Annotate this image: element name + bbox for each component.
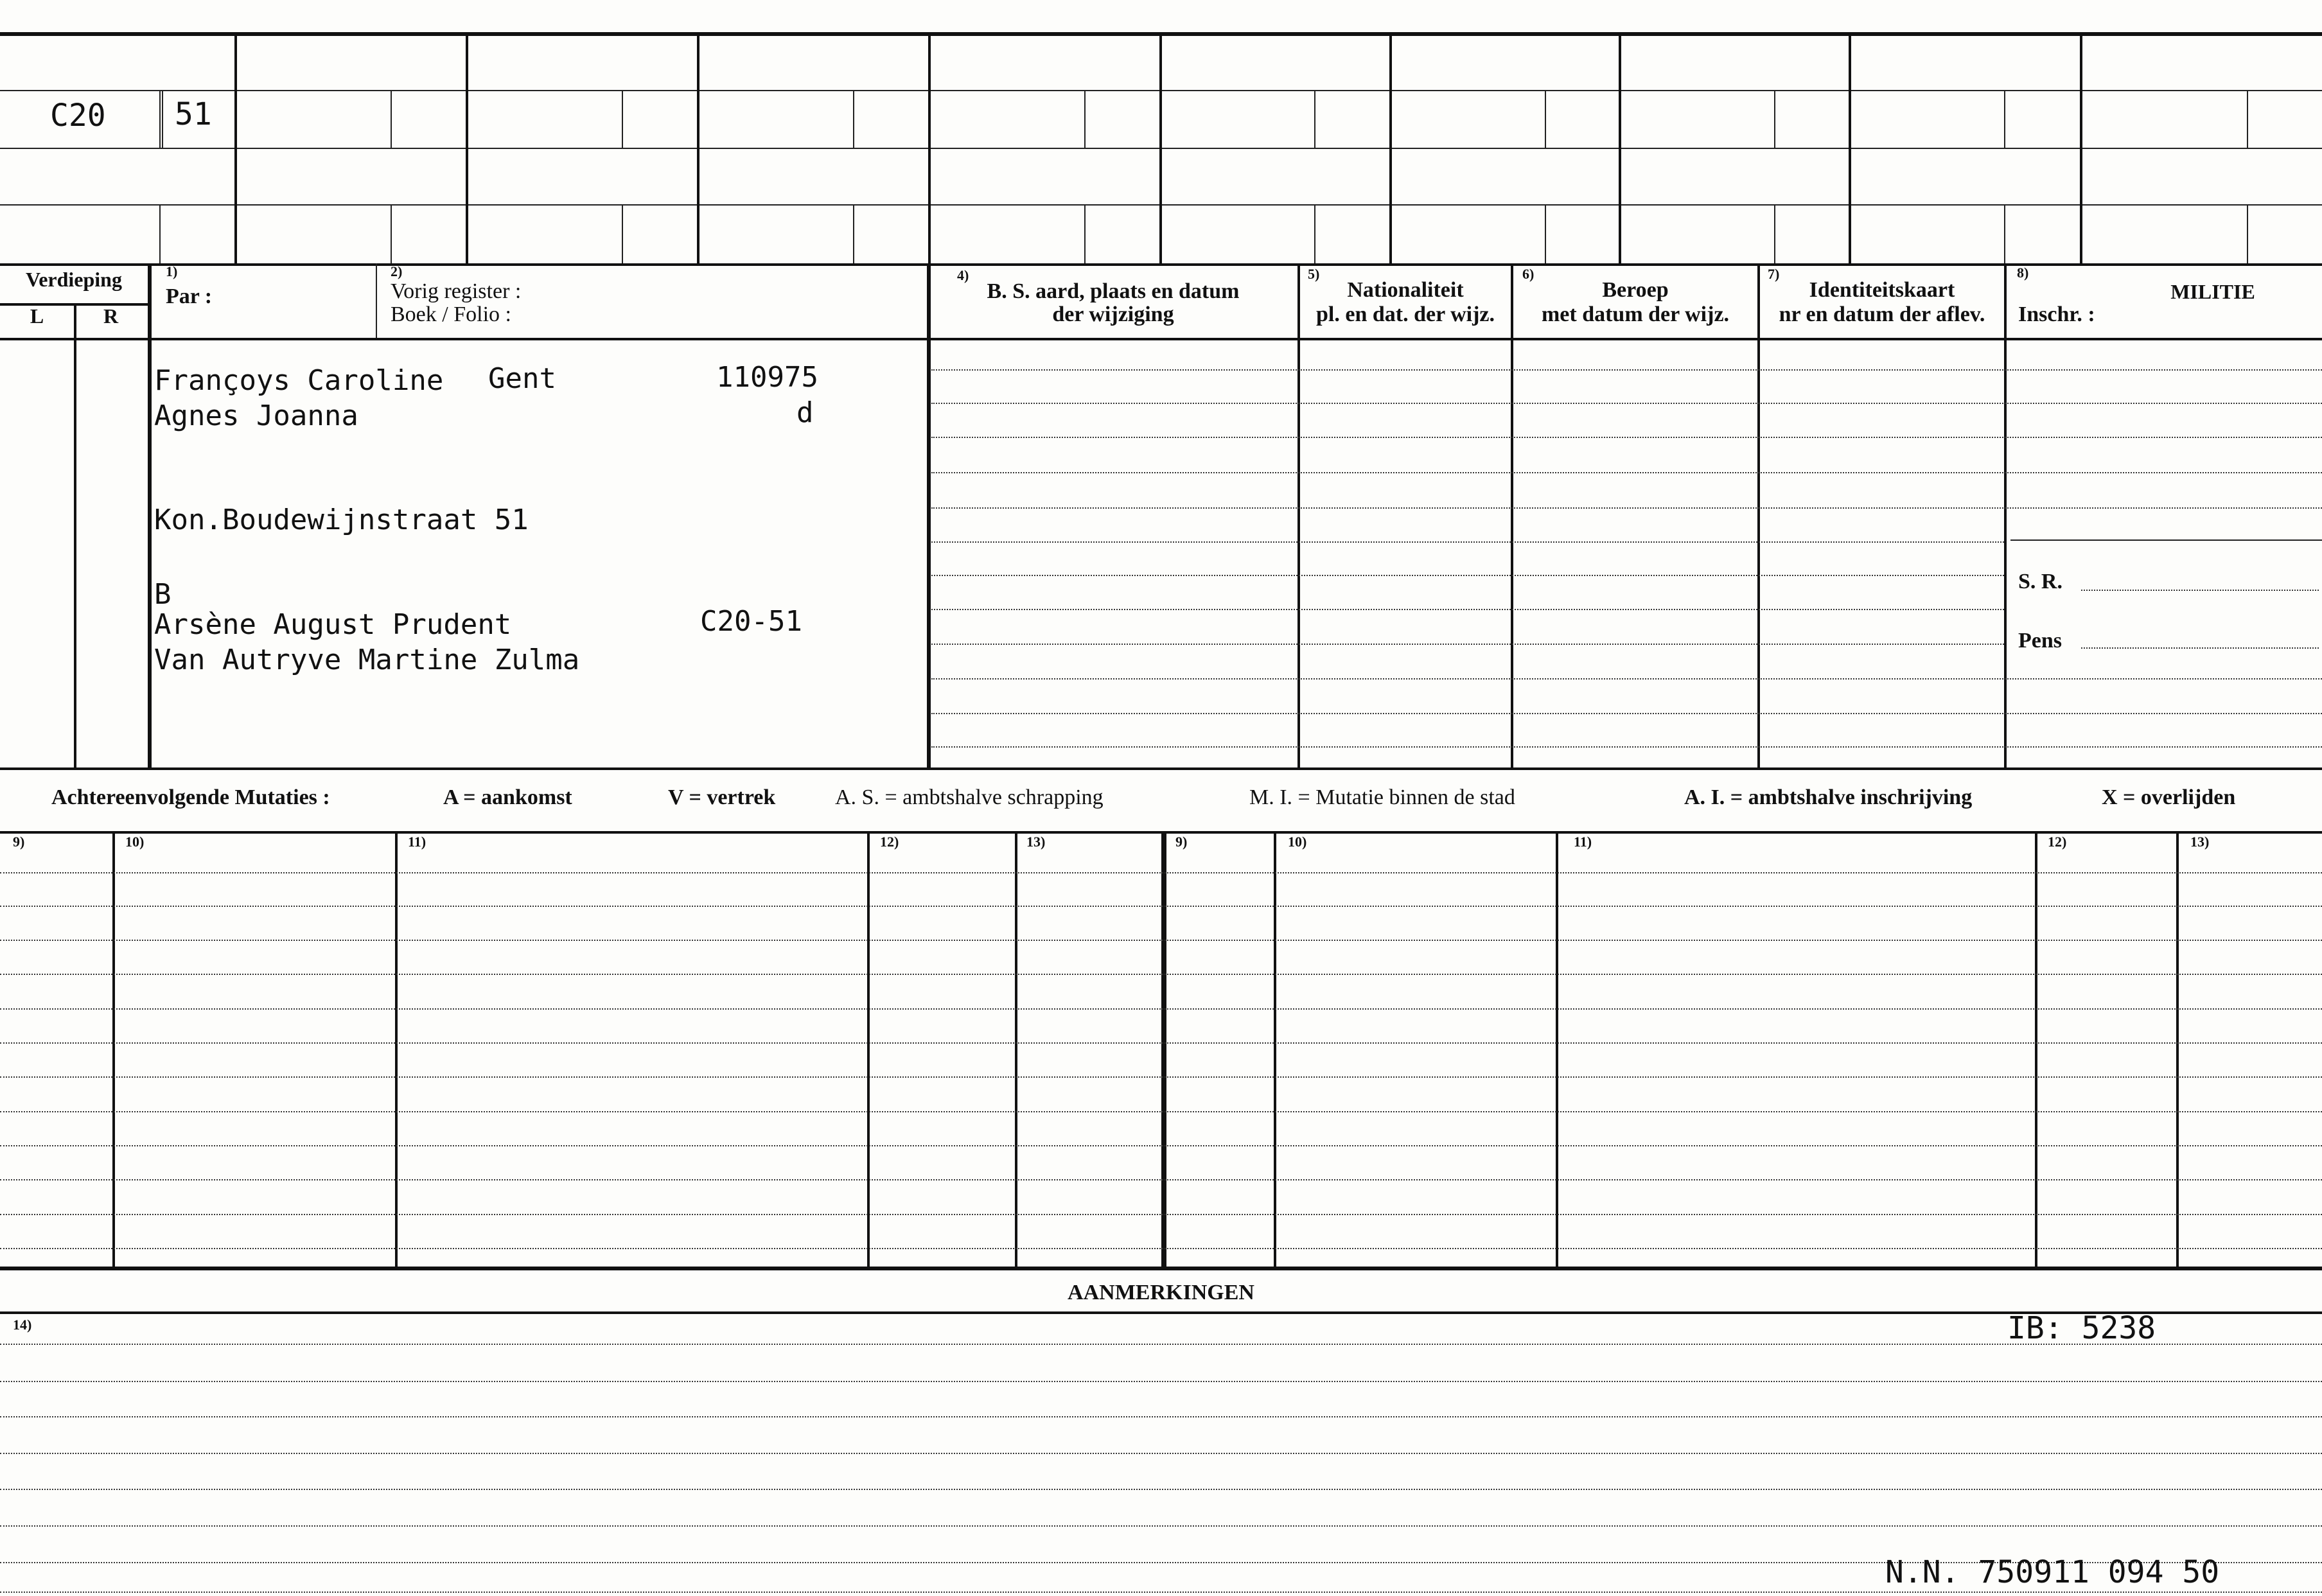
col-line — [2004, 263, 2007, 769]
grid-sub — [391, 90, 392, 148]
mut-row — [0, 1111, 2322, 1112]
mut-col-label: 13) — [1026, 834, 1046, 850]
sr-label: S. R. — [2018, 570, 2063, 593]
reference: C20-51 — [700, 605, 802, 638]
row-line — [2010, 539, 2322, 541]
mut-row — [0, 940, 2322, 941]
nationaliteit-label-2: pl. en dat. der wijz. — [1316, 303, 1495, 326]
grid-sub — [159, 90, 161, 148]
mut-col — [395, 831, 398, 1268]
upper-block-bottom — [0, 767, 2322, 770]
mut-col-label: 13) — [2190, 834, 2210, 850]
mut-col-label: 12) — [880, 834, 899, 850]
grid-sub — [1774, 204, 1775, 263]
grid-sub — [2247, 204, 2248, 263]
mut-col-label: 10) — [1288, 834, 1307, 850]
pens-label: Pens — [2018, 629, 2062, 653]
row-line — [931, 437, 2322, 438]
pens-line — [2081, 647, 2319, 649]
col-line — [1297, 263, 1300, 769]
mut-row — [0, 1214, 2322, 1215]
sr-line — [2081, 590, 2319, 591]
mutations-label: Achtereenvolgende Mutaties : — [51, 785, 330, 809]
mut-col — [112, 831, 115, 1268]
mut-row — [0, 974, 2322, 975]
birth-date: 110975 — [716, 361, 818, 394]
col-R-label: R — [103, 304, 119, 328]
remark-line — [0, 1344, 2322, 1345]
mut-col-label: 11) — [1574, 834, 1592, 850]
row-line — [931, 713, 2322, 714]
col8-num: 8) — [2017, 265, 2029, 281]
top-code-divider — [162, 90, 163, 148]
remarks-num: 14) — [13, 1317, 32, 1333]
parent-2: Van Autryve Martine Zulma — [154, 644, 580, 676]
row-line — [931, 369, 2322, 371]
mut-col — [1556, 831, 1558, 1268]
grid-sub — [1545, 90, 1546, 148]
legend-a: A = aankomst — [443, 785, 572, 809]
mut-col-label: 11) — [408, 834, 427, 850]
grid-sub — [853, 204, 854, 263]
bs-label-2: der wijziging — [1052, 303, 1174, 326]
mut-col-label: 9) — [13, 834, 25, 850]
grid-col — [1619, 32, 1621, 263]
mut-col — [2176, 831, 2179, 1268]
name-line2: Agnes Joanna — [154, 399, 358, 432]
verdieping-label: Verdieping — [26, 268, 122, 291]
mut-row — [0, 872, 2322, 873]
header-bottom — [0, 338, 2322, 340]
grid-sub — [1084, 90, 1086, 148]
birth-place: Gent — [488, 362, 556, 395]
grid-sub — [853, 90, 854, 148]
col-line — [1511, 263, 1513, 769]
par-label: Par : — [166, 285, 213, 308]
nationaliteit-label-1: Nationaliteit — [1347, 278, 1464, 302]
col-line — [148, 263, 152, 769]
marker: d — [796, 396, 814, 429]
col6-num: 6) — [1522, 266, 1535, 282]
row-line — [931, 644, 2004, 645]
grid-sub — [1545, 204, 1546, 263]
mut-col-divider — [1161, 831, 1166, 1268]
col-L-label: L — [30, 304, 44, 328]
nn-number: N.N. 750911 094 50 — [1885, 1554, 2220, 1590]
col4-num: 4) — [957, 267, 969, 283]
grid-col — [466, 32, 468, 263]
parent-1: Arsène August Prudent — [154, 608, 512, 641]
mut-col-label: 9) — [1175, 834, 1188, 850]
grid-sub — [1084, 204, 1086, 263]
identiteitskaart-label-2: nr en datum der aflev. — [1779, 303, 1985, 326]
grid-col — [1389, 32, 1392, 263]
mut-row — [0, 1248, 2322, 1249]
grid-sub — [622, 204, 623, 263]
mut-col — [1274, 831, 1276, 1268]
mut-row — [0, 1179, 2322, 1180]
col5-num: 5) — [1308, 266, 1320, 282]
remark-line — [0, 1489, 2322, 1490]
row-line — [931, 575, 2004, 576]
inschr-label: Inschr. : — [2018, 303, 2095, 326]
mut-col — [867, 831, 870, 1268]
grid-sub — [1314, 204, 1315, 263]
grid-col — [1159, 32, 1162, 263]
row-line — [931, 472, 2322, 473]
top-code-right: 51 — [175, 96, 212, 132]
grid-sub — [1774, 90, 1775, 148]
grid-sub — [2247, 90, 2248, 148]
top-code-left: C20 — [50, 98, 106, 134]
name-line1: Françoys Caroline — [154, 364, 444, 397]
row-line — [931, 746, 2322, 748]
grid-sub — [2004, 204, 2005, 263]
col-line — [1757, 263, 1760, 769]
legend-as: A. S. = ambtshalve schrapping — [835, 785, 1104, 809]
boek-folio-label: Boek / Folio : — [391, 303, 511, 326]
legend-x: X = overlijden — [2102, 785, 2236, 809]
grid-sub — [159, 204, 161, 263]
remarks-title: AANMERKINGEN — [1068, 1281, 1254, 1304]
grid-sub — [622, 90, 623, 148]
mut-row — [0, 1076, 2322, 1078]
mut-row — [0, 906, 2322, 907]
grid-col — [2080, 32, 2082, 263]
bs-label-1: B. S. aard, plaats en datum — [987, 279, 1240, 303]
col2-num: 2) — [391, 263, 403, 279]
grid-col — [697, 32, 699, 263]
col-line — [927, 263, 931, 769]
beroep-label-2: met datum der wijz. — [1541, 303, 1730, 326]
remark-line — [0, 1453, 2322, 1454]
mut-col — [2035, 831, 2037, 1268]
ib-number: IB: 5238 — [2007, 1310, 2156, 1346]
mut-col-label: 12) — [2048, 834, 2067, 850]
mut-col-label: 10) — [125, 834, 145, 850]
remarks-top — [0, 1311, 2322, 1314]
grid-sub — [2004, 90, 2005, 148]
mut-row — [0, 1008, 2322, 1010]
col1-num: 1) — [166, 263, 178, 279]
col-line — [376, 263, 377, 338]
remark-line — [0, 1525, 2322, 1527]
row-line — [931, 541, 2004, 543]
legend-ai: A. I. = ambtshalve inschrijving — [1684, 785, 1973, 809]
mut-col — [1015, 831, 1017, 1268]
letter: B — [154, 578, 172, 611]
remark-line — [0, 1592, 2322, 1593]
col-line — [74, 303, 76, 769]
row-line — [931, 403, 2322, 404]
mut-row — [0, 1042, 2322, 1044]
vorig-register-label: Vorig register : — [391, 279, 522, 303]
grid-sub — [391, 204, 392, 263]
grid-col — [1849, 32, 1851, 263]
grid-sub — [1314, 90, 1315, 148]
row-line — [931, 609, 2004, 610]
remark-line — [0, 1416, 2322, 1417]
grid-line — [0, 263, 2322, 266]
remark-line — [0, 1381, 2322, 1382]
legend-mi: M. I. = Mutatie binnen de stad — [1249, 785, 1515, 809]
legend-v: V = vertrek — [668, 785, 776, 809]
grid-col — [234, 32, 237, 263]
col7-num: 7) — [1768, 266, 1780, 282]
beroep-label-1: Beroep — [1602, 278, 1669, 302]
mut-row — [0, 1145, 2322, 1146]
identiteitskaart-label-1: Identiteitskaart — [1809, 278, 1955, 302]
grid-col — [928, 32, 931, 263]
militie-label: MILITIE — [2170, 280, 2255, 303]
row-line — [931, 678, 2322, 680]
address: Kon.Boudewijnstraat 51 — [154, 504, 529, 536]
row-line — [931, 507, 2322, 509]
